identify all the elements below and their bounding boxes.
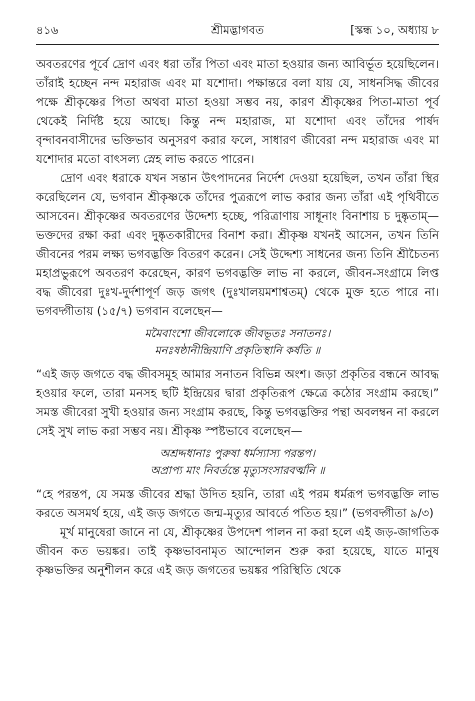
running-header <box>36 22 439 38</box>
book-title: শ্রীমদ্ভাগবত <box>211 23 264 37</box>
verse-block <box>36 445 439 479</box>
verse-line: অপ্রাপ্য মাং নিবর্তন্তে মৃত্যুসংসারবর্ত্মনি ॥ <box>150 464 325 477</box>
verse-block <box>36 325 439 359</box>
paragraph: “হে পরন্তপ, যে সমস্ত জীবের শ্রদ্ধা উদিত হয়নি, তারা এই পরম ধর্মরূপ ভগবদ্ভক্তি লাভ করতে অসমর্থ হয়ে, এই জড় জগতে জন্ম-মৃত্যুর আবর্তে পতিত হয়।” (ভগবদ্গীতা ৯/৩) <box>36 487 439 520</box>
paragraph: দ্রোণ এবং ধরাকে যখন সন্তান উৎপাদনের নির্দেশ দেওয়া হয়েছিল, তখন তাঁরা স্থির করেছিলেন যে, ভগবান শ্রীকৃষ্ণকে তাঁদের পুত্ররূপে লাভ করার জন্য তাঁরা এই পৃথিবীতে আসবেন। শ্রীকৃষ্ণের অবতরণের উদ্দেশ্য হচ্ছে, পরিত্রাণায় সাধূনাং বিনাশায় চ দুষ্কৃতাম্—ভক্তদের রক্ষা করা এবং দুষ্কৃতকারীদের বিনাশ করা। শ্রীকৃষ্ণ যখনই আসেন, তখন তিনি জীবনের পরম লক্ষ্য ভগবদ্ভক্তি বিতরণ করেন। সেই উদ্দেশ্য সাধনের জন্য তিনি শ্রীচৈতন্য মহাপ্রভুরূপে অবতরণ করেছেন, কারণ ভগবদ্ভক্তি লাভ না করলে, জীবন-সংগ্রামে লিপ্ত বদ্ধ জীবেরা দুঃখ-দুর্দশাপূর্ণ জড় জগৎ (দুঃখালয়মশাশ্বতম্) থেকে মুক্ত হতে পারে না। ভগবদ্গীতায় (১৫/৭) ভগবান বলেছেন— <box>36 171 439 318</box>
verse-line: মনঃষষ্ঠানীন্দ্রিয়াণি প্রকৃতিস্থানি কর্ষতি ॥ <box>154 344 321 357</box>
paragraph: অবতরণের পূর্বে দ্রোণ এবং ধরা তাঁর পিতা এবং মাতা হওয়ার জন্য আবির্ভূত হয়েছিলেন। তাঁরাই হচ্ছেন নন্দ মহারাজ এবং মা যশোদা। পক্ষান্তরে বলা যায় যে, সাধনসিদ্ধ জীবের পক্ষে শ্রীকৃষ্ণের পিতা অথবা মাতা হওয়া সম্ভব নয়, কারণ শ্রীকৃষ্ণের পিতা-মাতা পূর্ব থেকেই নির্দিষ্ট হয়ে আছে। কিন্তু নন্দ মহারাজ, মা যশোদা এবং তাঁদের পার্ষদ বৃন্দাবনবাসীদের ভক্তিভাব অনুসরণ করার ফলে, সাধারণ জীবেরা নন্দ মহারাজ এবং মা যশোদার মতো বাৎসল্য স্নেহ লাভ করতে পারেন। <box>36 57 439 166</box>
paragraph: মূর্খ মানুষেরা জানে না যে, শ্রীকৃষ্ণের উপদেশ পালন না করা হলে এই জড়-জাগতিক জীবন কত ভয়ঙ্কর। তাই কৃষ্ণভাবনামৃত আন্দোলন শুরু করা হয়েছে, যাতে মানুষ কৃষ্ণভক্তির অনুশীলন করে এই জড় জগতের ভয়ঙ্কর পরিস্থিতি থেকে <box>36 525 439 577</box>
page-number: ৪১৬ <box>36 23 59 37</box>
verse-line: অশ্রদ্দধানাঃ পুরুষা ধর্মস্যাস্য পরন্তপ। <box>159 447 316 460</box>
verse-line: মমৈবাংশো জীবলোকে জীবভূতঃ সনাতনঃ। <box>144 327 331 340</box>
paragraph: “এই জড় জগতে বদ্ধ জীবসমূহ আমার সনাতন বিভিন্ন অংশ। জড়া প্রকৃতির বন্ধনে আবদ্ধ হওয়ার ফলে, তারা মনসহ ছটি ইন্দ্রিয়ের দ্বারা প্রকৃতিরূপ ক্ষেত্রে কঠোর সংগ্রাম করছে।” সমস্ত জীবেরা সুখী হওয়ার জন্য সংগ্রাম করছে, কিন্তু ভগবদ্ভক্তির পন্থা অবলম্বন না করলে সেই সুখ লাভ করা সম্ভব নয়। শ্রীকৃষ্ণ স্পষ্টভাবে বলেছেন— <box>36 367 439 438</box>
chapter-reference: [স্কন্ধ ১০, অধ্যায় ৮ <box>350 23 439 37</box>
header-rule <box>36 44 439 45</box>
